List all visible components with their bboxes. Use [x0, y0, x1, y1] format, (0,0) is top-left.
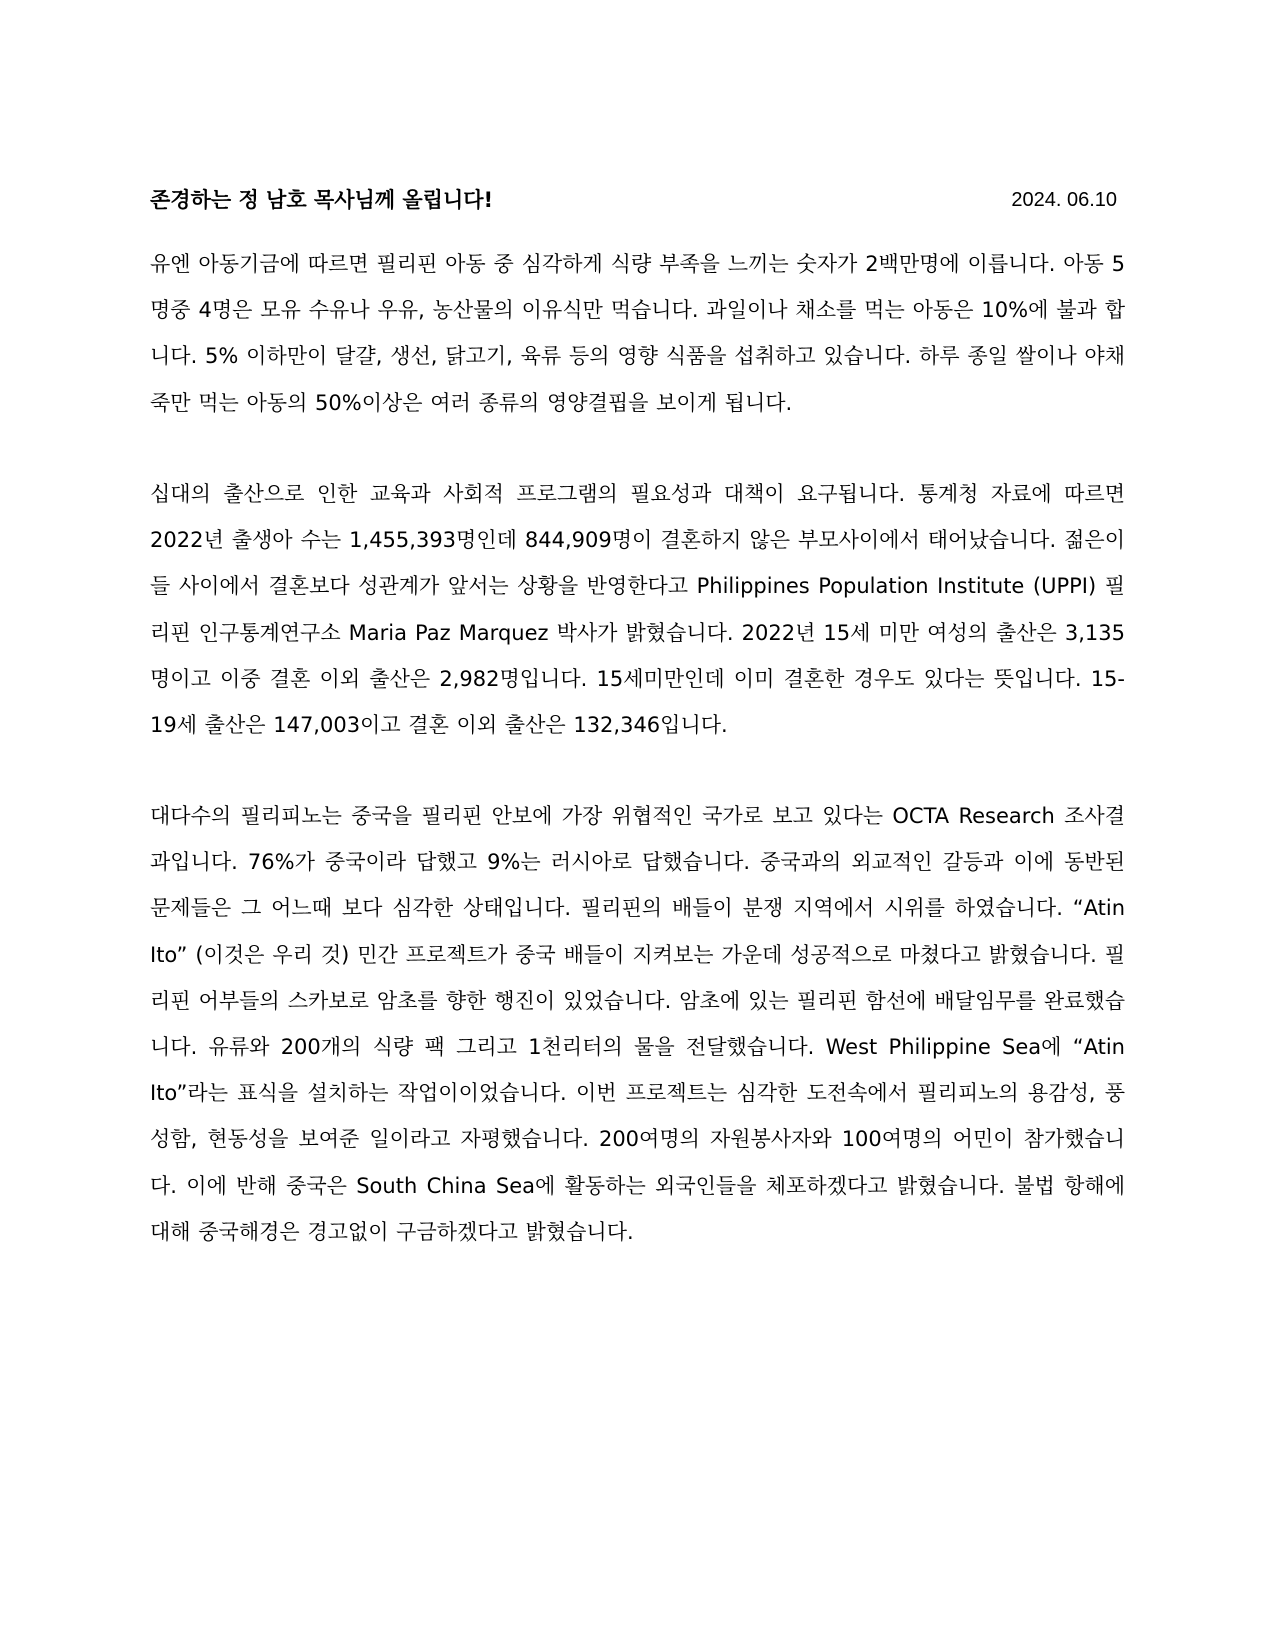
letter-header [150, 183, 1125, 217]
paragraph-child-nutrition: 유엔 아동기금에 따르면 필리핀 아동 중 심각하게 식량 부족을 느끼는 숫자가 2백만명에 이릅니다. 아동 5명중 4명은 모유 수유나 우유, 농산물의 이유식만 먹습니다. 과일이나 채소를 먹는 아동은 10%에 불과 합니다. 5% 이하만이 달걀, 생선, 닭고기, 육류 등의 영향 식품을 섭취하고 있습니다. 하루 종일 쌀이나 야채죽만 먹는 아동의 50%이상은 여러 종류의 영양결핍을 보이게 됩니다. [150, 252, 1125, 415]
letter-date: 2024. 06.10 [1011, 189, 1117, 211]
letter-page [150, 0, 1125, 1650]
salutation: 존경하는 정 남호 목사님께 올립니다! [150, 188, 494, 212]
paragraph-security-survey: 대다수의 필리피노는 중국을 필리핀 안보에 가장 위협적인 국가로 보고 있다는 OCTA Research 조사결과입니다. 76%가 중국이라 답했고 9%는 러시아로 답했습니다. 중국과의 외교적인 갈등과 이에 동반된 문제들은 그 어느때 보다 심각한 상태입니다. 필리핀의 배들이 분쟁 지역에서 시위를 하였습니다. “Atin Ito” (이것은 우리 것) 민간 프로젝트가 중국 배들이 지켜보는 가운데 성공적으로 마쳤다고 밝혔습니다. 필리핀 어부들의 스카보로 암초를 향한 행진이 있었습니다. 암초에 있는 필리핀 함선에 배달임무를 완료했습니다. 유류와 200개의 식량 팩 그리고 1천리터의 물을 전달했습니다. West Philippine Sea에 “Atin Ito”라는 표식을 설치하는 작업이이었습니다. 이번 프로젝트는 심각한 도전속에서 필리피노의 용감성, 풍성함, 현동성을 보여준 일이라고 자평했습니다. 200여명의 자원봉사자와 100여명의 어민이 참가했습니다. 이에 반해 중국은 South China Sea에 활동하는 외국인들을 체포하겠다고 밝혔습니다. 불법 항해에 대해 중국해경은 경고없이 구금하겠다고 밝혔습니다. [150, 804, 1125, 1244]
paragraph-teen-births: 십대의 출산으로 인한 교육과 사회적 프로그램의 필요성과 대책이 요구됩니다. 통계청 자료에 따르면2022년 출생아 수는 1,455,393명인데 844,909명이 결혼하지 않은 부모사이에서 태어났습니다. 젊은이들 사이에서 결혼보다 성관계가 앞서는 상황을 반영한다고 Philippines Population Institute (UPPI) 필리핀 인구통계연구소 Maria Paz Marquez 박사가 밝혔습니다. 2022년 15세 미만 여성의 출산은 3,135명이고 이중 결혼 이외 출산은 2,982명입니다. 15세미만인데 이미 결혼한 경우도 있다는 뜻입니다. 15-19세 출산은 147,003이고 결혼 이외 출산은 132,346입니다. [150, 482, 1125, 738]
